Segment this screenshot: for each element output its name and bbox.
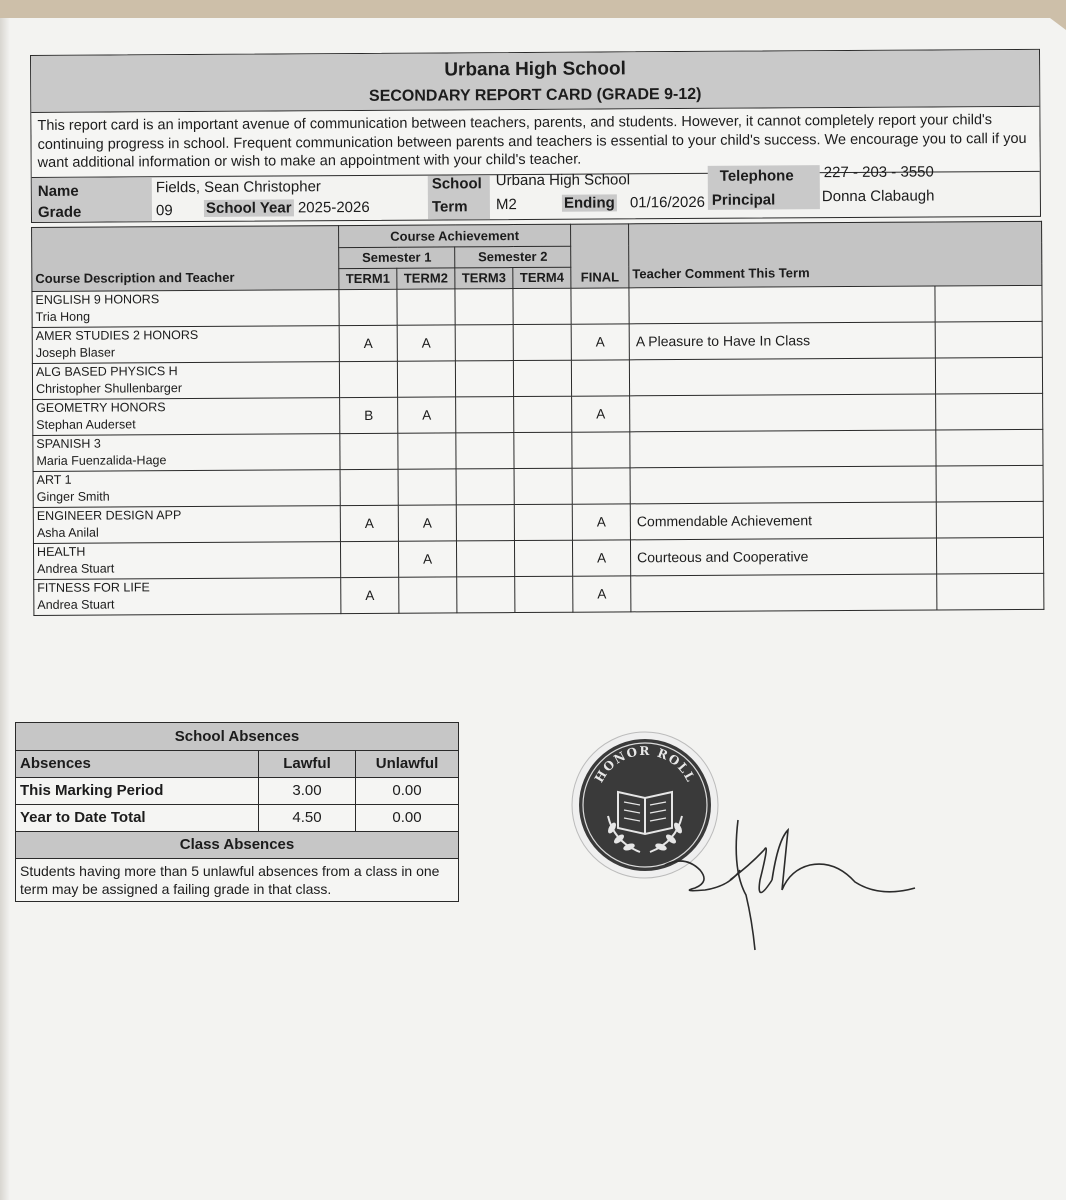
term1-grade: A	[340, 505, 398, 541]
teacher-name: Andrea Stuart	[37, 597, 115, 612]
absences-unlawful: 0.00	[392, 809, 422, 826]
report-title: SECONDARY REPORT CARD (GRADE 9-12)	[368, 85, 702, 105]
term3-grade	[456, 432, 514, 468]
term3-grade	[456, 540, 514, 576]
course-name: ART 1	[36, 472, 72, 487]
term4-grade	[515, 576, 573, 612]
course-row	[33, 429, 1043, 471]
term2-grade: A	[398, 396, 456, 432]
final-grade	[572, 431, 630, 467]
course-cell	[34, 577, 341, 615]
course-cell	[33, 541, 340, 579]
comment-extra-cell	[935, 285, 1042, 322]
course-row	[33, 465, 1043, 507]
term1-grade: A	[341, 577, 399, 613]
lawful-col-header: Lawful	[259, 751, 356, 777]
seal-text: HONOR ROLL	[591, 743, 699, 785]
comment-extra-cell	[936, 537, 1043, 574]
signature-icon	[660, 810, 920, 960]
course-cell	[33, 397, 340, 435]
comment-extra-cell	[936, 465, 1043, 502]
ending-label: Ending	[563, 193, 615, 212]
term2-grade	[398, 432, 456, 468]
course-row	[33, 393, 1043, 435]
school-year-label: School Year	[205, 198, 292, 217]
course-cell	[33, 505, 340, 543]
course-rows	[32, 285, 1044, 615]
course-name: HEALTH	[36, 544, 86, 559]
teacher-name: Joseph Blaser	[35, 345, 116, 360]
course-cell	[32, 361, 339, 399]
term3-grade	[456, 468, 514, 504]
term3-grade	[455, 360, 513, 396]
principal-label: Principal	[711, 190, 776, 209]
school-year: 2025-2026	[297, 198, 370, 216]
term1-grade: B	[340, 397, 398, 433]
term1-grade	[340, 541, 398, 577]
term1-grade	[339, 361, 397, 397]
comment-extra-cell	[935, 321, 1042, 358]
teacher-comment	[629, 285, 935, 323]
school-label: School	[431, 174, 482, 193]
course-name: GEOMETRY HONORS	[36, 400, 166, 415]
title-block	[31, 50, 1039, 113]
course-row	[32, 357, 1042, 399]
paper-edge-shadow	[0, 18, 10, 1200]
teacher-comment: Commendable Achievement	[630, 501, 936, 539]
absences-row	[16, 778, 458, 805]
term2-grade	[397, 360, 455, 396]
course-row	[33, 537, 1043, 579]
teacher-comment	[630, 429, 936, 467]
course-name: ENGLISH 9 HONORS	[35, 292, 160, 307]
semester1-header: Semester 1	[339, 246, 455, 268]
term1-grade	[340, 469, 398, 505]
absences-row-label: Year to Date Total	[16, 805, 259, 831]
name-label: Name	[37, 182, 79, 200]
absences-header-row	[16, 751, 458, 778]
term3-grade	[457, 576, 515, 612]
term4-grade	[514, 540, 572, 576]
term4-grade	[514, 396, 572, 432]
term3-header: TERM3	[455, 267, 513, 288]
term3-grade	[455, 324, 513, 360]
comment-extra-cell	[936, 429, 1043, 466]
term4-grade	[513, 288, 571, 324]
term4-grade	[513, 360, 571, 396]
teacher-name: Ginger Smith	[36, 489, 110, 504]
student-grade: 09	[155, 201, 173, 219]
term2-grade	[399, 576, 457, 612]
teacher-comment	[630, 393, 936, 431]
teacher-name: Tria Hong	[35, 309, 91, 324]
achievement-header: Course Achievement	[339, 224, 571, 247]
principal: Donna Clabaugh	[821, 186, 935, 205]
telephone: 227 - 203 - 3550	[823, 162, 934, 181]
student-info	[32, 162, 1040, 221]
absences-lawful: 4.50	[259, 805, 356, 831]
course-row	[32, 321, 1042, 363]
school-absences-title: School Absences	[16, 723, 458, 751]
student-name: Fields, Sean Christopher	[155, 177, 321, 196]
absences-col-header: Absences	[16, 751, 259, 777]
courses-table	[31, 220, 1044, 615]
final-grade	[572, 467, 630, 503]
term1-grade: A	[339, 325, 397, 361]
final-header: FINAL	[571, 223, 629, 287]
teacher-name: Asha Anilal	[36, 525, 99, 540]
header-box	[30, 49, 1041, 223]
school-name: Urbana High School	[495, 170, 631, 189]
ending-date: 01/16/2026	[629, 193, 706, 211]
course-row	[33, 501, 1043, 543]
intro-paragraph: This report card is an important avenue of communication between teachers, parents, and students. However, it cannot completely report your child's continuing progress in school. Frequent communication between parents and teachers is essential to your child's success. We encourage you to call if you want additional information or wish to make an appointment with your child's teacher.	[31, 107, 1039, 178]
term4-grade	[514, 504, 572, 540]
comment-extra-cell	[935, 357, 1042, 394]
teacher-name: Christopher Shullenbarger	[35, 381, 183, 396]
course-cell	[33, 469, 340, 507]
teacher-comment	[629, 357, 935, 395]
report-card	[30, 49, 1043, 616]
teacher-comment	[631, 573, 937, 611]
course-name: SPANISH 3	[36, 436, 101, 451]
absences-unlawful: 0.00	[392, 782, 422, 799]
course-name: AMER STUDIES 2 HONORS	[35, 327, 199, 343]
course-column-header: Course Description and Teacher	[32, 225, 339, 291]
unlawful-col-header: Unlawful	[375, 755, 439, 772]
term: M2	[495, 195, 517, 213]
term-label: Term	[431, 197, 468, 216]
term4-grade	[514, 468, 572, 504]
term1-header: TERM1	[339, 268, 397, 289]
absences-lawful: 3.00	[259, 778, 356, 804]
term2-grade: A	[398, 540, 456, 576]
school-absences-box	[15, 722, 459, 902]
school-title: Urbana High School	[444, 58, 626, 81]
term3-grade	[456, 396, 514, 432]
telephone-label: Telephone	[719, 166, 794, 185]
class-absences-note: Students having more than 5 unlawful absences from a class in one term may be assigned a failing grade in that class.	[20, 863, 440, 897]
teacher-comment	[630, 465, 936, 503]
term4-grade	[514, 432, 572, 468]
absences-row-label: This Marking Period	[16, 778, 259, 804]
absences-row	[16, 805, 458, 832]
term1-grade	[340, 433, 398, 469]
semester2-header: Semester 2	[455, 246, 571, 268]
term2-grade: A	[398, 504, 456, 540]
course-name: ENGINEER DESIGN APP	[36, 508, 182, 523]
term2-grade	[397, 288, 455, 324]
teacher-comment: Courteous and Cooperative	[631, 537, 937, 575]
course-name: ALG BASED PHYSICS H	[35, 364, 178, 379]
class-absences-title: Class Absences	[16, 832, 458, 859]
comment-extra-cell	[937, 573, 1044, 610]
course-row	[32, 285, 1042, 327]
term4-grade	[513, 324, 571, 360]
term3-grade	[456, 504, 514, 540]
course-name: FITNESS FOR LIFE	[37, 580, 150, 595]
final-grade: A	[572, 503, 630, 539]
final-grade: A	[573, 539, 631, 575]
comment-header: Teacher Comment This Term	[629, 221, 1042, 288]
teacher-name: Maria Fuenzalida-Hage	[36, 453, 167, 468]
term3-grade	[455, 288, 513, 324]
teacher-comment: A Pleasure to Have In Class	[629, 321, 935, 359]
comment-extra-cell	[936, 393, 1043, 430]
final-grade	[571, 359, 629, 395]
course-cell	[32, 289, 339, 327]
term2-header: TERM2	[397, 267, 455, 288]
final-grade: A	[573, 575, 631, 611]
term4-header: TERM4	[513, 267, 571, 288]
course-cell	[33, 433, 340, 471]
term2-grade	[398, 468, 456, 504]
grade-label: Grade	[37, 203, 82, 221]
comment-extra-cell	[936, 501, 1043, 538]
final-grade: A	[572, 395, 630, 431]
course-cell	[32, 325, 339, 363]
final-grade	[571, 287, 629, 323]
term1-grade	[339, 289, 397, 325]
course-row	[34, 573, 1044, 615]
teacher-name: Andrea Stuart	[37, 561, 115, 576]
final-grade: A	[571, 323, 629, 359]
teacher-name: Stephan Auderset	[36, 417, 136, 432]
term2-grade: A	[397, 324, 455, 360]
